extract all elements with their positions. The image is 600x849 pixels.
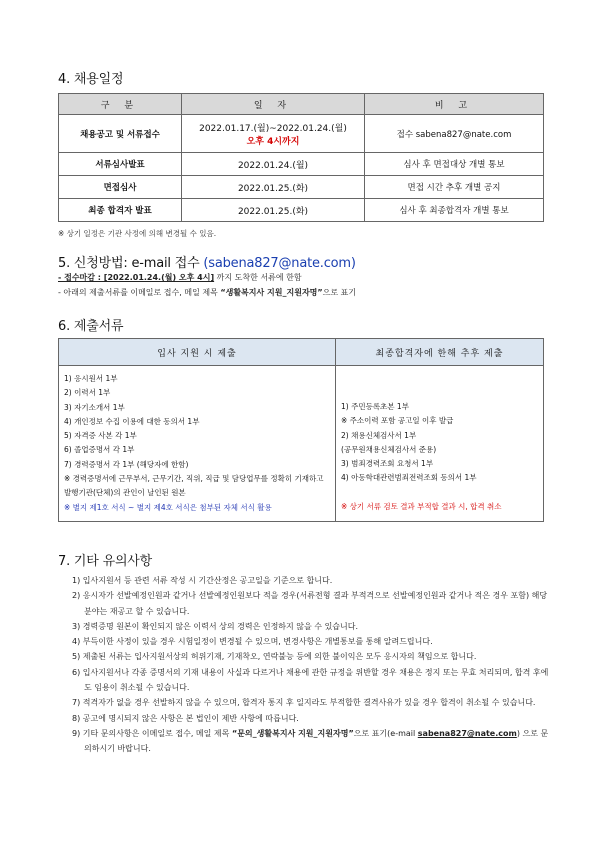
mail-subject-prefix: - 아래의 제출서류를 이메일로 접수, 메일 제목 (58, 288, 221, 297)
list-item: 7) 적격자가 없을 경우 선발하지 않을 수 있으며, 합격자 통지 후 일지라도 부적합한 결격사유가 있을 경우 합격이 취소될 수 있습니다. (72, 698, 536, 708)
application-documents-cell (59, 366, 336, 522)
schedule-date-cell (182, 115, 365, 153)
application-email: (sabena827@nate.com) (203, 256, 356, 271)
schedule-deadline-time: 오후 4시까지 (246, 136, 300, 147)
schedule-note: 면접 시간 추후 개별 공지 (365, 176, 544, 199)
mail-subject-format: “생활복지사 지원_지원자명” (220, 288, 323, 297)
list-item: ※ 주소이력 포함 공고일 이후 발급 (341, 416, 454, 426)
schedule-footnote: ※ 상기 일정은 기관 사정에 의해 변경될 수 있음. (58, 229, 217, 238)
schedule-label: 최종 합격자 발표 (59, 199, 182, 222)
list-item: 2) 응시자가 선발예정인원과 같거나 선발예정인원보다 적을 경우(서류전형 결과 부적격으로 선발예정인원과 같거나 적은 경우 포함) 해당 분야는 재공고 할 수 있습니다. (72, 591, 548, 616)
schedule-header-date: 일 자 (182, 94, 365, 115)
documents-header-row (59, 339, 544, 366)
form-note: ※ 별지 제1호 서식 ~ 별지 제4호 서식은 첨부된 자체 서식 활용 (64, 502, 272, 512)
deadline-rest: 까지 도착한 서류에 한함 (214, 273, 302, 282)
documents-header-right: 최종합격자에 한해 추후 제출 (336, 339, 544, 366)
list-item: 6) 입사지원서나 각종 증명서의 기재 내용이 사실과 다르거나 채용에 관한 규정을 위반할 경우 채용은 정지 또는 무효 처리되며, 합격 후에도 임용이 취소될 수 있습니다. (72, 667, 549, 693)
list-item: 5) 자격증 사본 각 1부 (64, 431, 137, 441)
deadline-text: - 접수마감 : [2022.01.24.(월) 오후 4시] (58, 273, 215, 282)
list-item: 5) 제출된 서류는 입사지원서상의 허위기재, 기재착오, 연락불능 등에 의한 불이익은 모두 응시자의 책임으로 합니다. (72, 652, 477, 662)
list-item (72, 726, 552, 757)
table-row (59, 199, 544, 222)
table-row (59, 153, 544, 176)
inquiry-suffix: ) 으로 문의하시기 바랍니다. (84, 728, 549, 754)
section-4-title: 4. 채용일정 (58, 72, 124, 87)
list-item: 3) 자기소개서 1부 (64, 402, 125, 412)
list-item: 4) 아동학대관련범죄전력조회 동의서 1부 (341, 473, 477, 483)
schedule-header-category: 구 분 (59, 94, 182, 115)
section-6-title: 6. 제출서류 (58, 319, 124, 334)
schedule-header-note: 비 고 (365, 94, 544, 115)
documents-body-row (59, 366, 544, 522)
inquiry-subject-format: “문의_생활복지사 지원_지원자명” (231, 728, 354, 738)
schedule-note (365, 115, 544, 153)
notes-list (72, 573, 552, 757)
inquiry-prefix: 9) 기타 문의사항은 이메일로 접수, 메일 제목 (72, 728, 232, 738)
schedule-table (58, 93, 544, 222)
schedule-label: 면접심사 (59, 176, 182, 199)
list-item: 2) 이력서 1부 (64, 388, 111, 398)
schedule-note: 심사 후 최종합격자 개별 통보 (365, 199, 544, 222)
table-row (59, 115, 544, 153)
list-item: 1) 주민등록초본 1부 (341, 402, 409, 411)
schedule-date: 2022.01.24.(월) (182, 153, 365, 176)
list-item: 1) 입사지원서 등 관련 서류 작성 시 기간산정은 공고일을 기준으로 합니다. (72, 576, 333, 585)
schedule-note-text: 접수 sabena827@nate.com (396, 129, 512, 140)
list-item: 3) 경력증명 원본이 확인되지 않은 이력서 상의 경력은 인정하지 않을 수 있습니다. (72, 621, 359, 631)
schedule-date: 2022.01.25.(화) (182, 199, 365, 222)
list-item: 7) 경력증명서 각 1부 (해당자에 한함) (64, 459, 189, 469)
schedule-header-row (59, 94, 544, 115)
list-item: 8) 공고에 명시되지 않은 사항은 본 법인이 제반 사항에 따릅니다. (72, 713, 299, 723)
inquiry-email: sabena827@nate.com (417, 728, 517, 738)
inquiry-mid: 으로 표기(e-mail (353, 728, 418, 738)
list-item: 6) 졸업증명서 각 1부 (64, 445, 135, 455)
mail-subject-line (58, 287, 356, 298)
cancellation-note: ※ 상기 서류 검토 결과 부적합 결과 시, 합격 취소 (341, 501, 502, 511)
schedule-date: 2022.01.25.(화) (182, 176, 365, 199)
schedule-note: 심사 후 면접대상 개별 통보 (365, 153, 544, 176)
list-item: 3) 범죄경력조회 요청서 1부 (341, 459, 434, 469)
section-5-title (58, 252, 356, 271)
table-row (59, 176, 544, 199)
list-item: 4) 개인정보 수집 이용에 대한 동의서 1부 (64, 416, 200, 426)
final-documents-cell (336, 366, 544, 522)
documents-header-left: 입사 지원 시 제출 (59, 339, 336, 366)
schedule-label: 서류심사발표 (59, 153, 182, 176)
list-item: (공무원채용신체검사서 준용) (341, 444, 437, 454)
list-item: 2) 채용신체검사서 1부 (341, 430, 417, 440)
mail-subject-suffix: 으로 표기 (322, 288, 357, 297)
section-5-title-text: 5. 신청방법: e-mail 접수 (58, 256, 204, 271)
list-item: 4) 부득이한 사정이 있을 경우 시험일정이 변경될 수 있으며, 변경사항은 개별통보를 통해 알려드립니다. (72, 637, 433, 647)
documents-table (58, 338, 544, 522)
schedule-date: 2022.01.17.(월)~2022.01.24.(월) (199, 123, 347, 134)
list-item: 1) 응시원서 1부 (64, 374, 118, 383)
list-item: ※ 경력증명서에 근무부서, 근무기간, 직위, 직급 및 담당업무를 정확히 기재하고 발행기관(단체)의 관인이 날인된 원본 (64, 474, 324, 498)
section-7-title: 7. 기타 유의사항 (58, 554, 153, 569)
schedule-label: 채용공고 및 서류접수 (59, 115, 182, 153)
deadline-line (58, 272, 302, 283)
